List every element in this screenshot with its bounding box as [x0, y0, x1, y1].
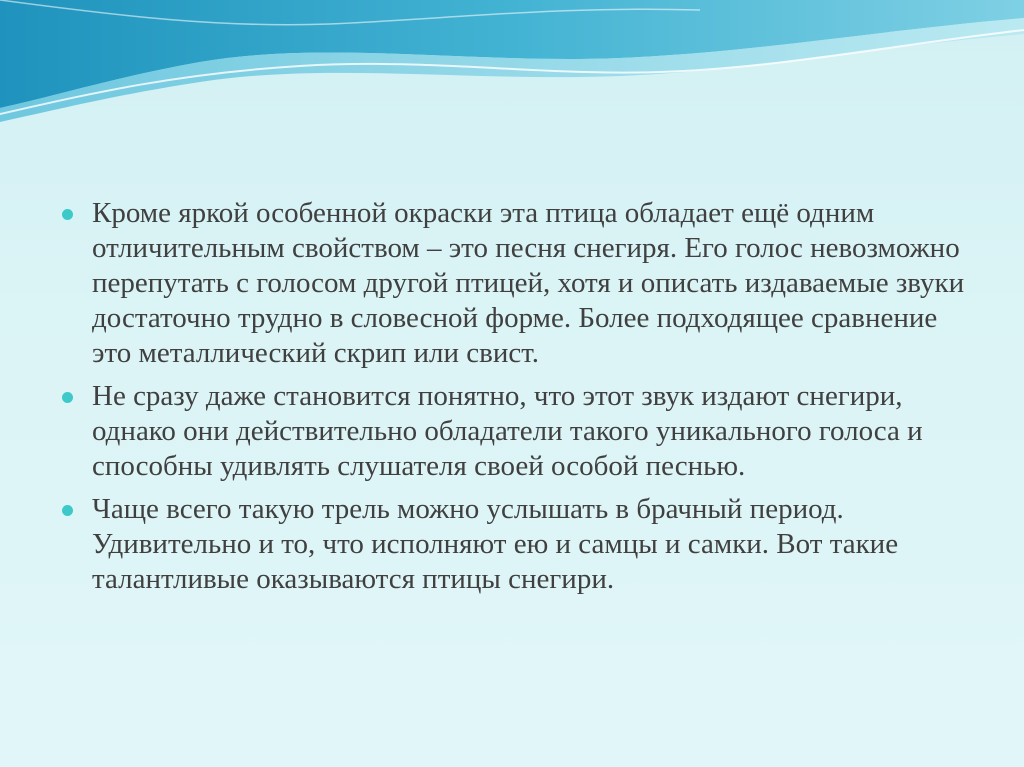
wave-dark	[0, 0, 1024, 108]
bullet-text: Кроме яркой особенной окраски эта птица обладает ещё одним отличительным свойством – это песня снегиря. Его голос невозможно перепутать с голосом другой птицей, хотя и описать издаваемые звуки достаточно трудно в словесной форме. Более подходящее сравнение это металлический скрип или свист.	[92, 197, 965, 369]
bullet-dot-icon	[62, 392, 73, 403]
bullet-item	[62, 379, 982, 484]
bullet-item	[62, 196, 982, 371]
wave-header-decoration	[0, 0, 1024, 130]
bullet-text: Чаще всего такую трель можно услышать в брачный период. Удивительно и то, что исполняют ею и самцы и самки. Вот такие талантливые оказываются птицы снегири.	[92, 493, 899, 595]
bullet-dot-icon	[62, 505, 73, 516]
bullet-text: Не сразу даже становится понятно, что этот звук издают снегири, однако они действительно обладатели такого уникального голоса и способны удивлять слушателя своей особой песнью.	[92, 380, 923, 482]
bullet-dot-icon	[62, 209, 73, 220]
bullet-list	[62, 196, 982, 605]
bullet-item	[62, 492, 982, 597]
